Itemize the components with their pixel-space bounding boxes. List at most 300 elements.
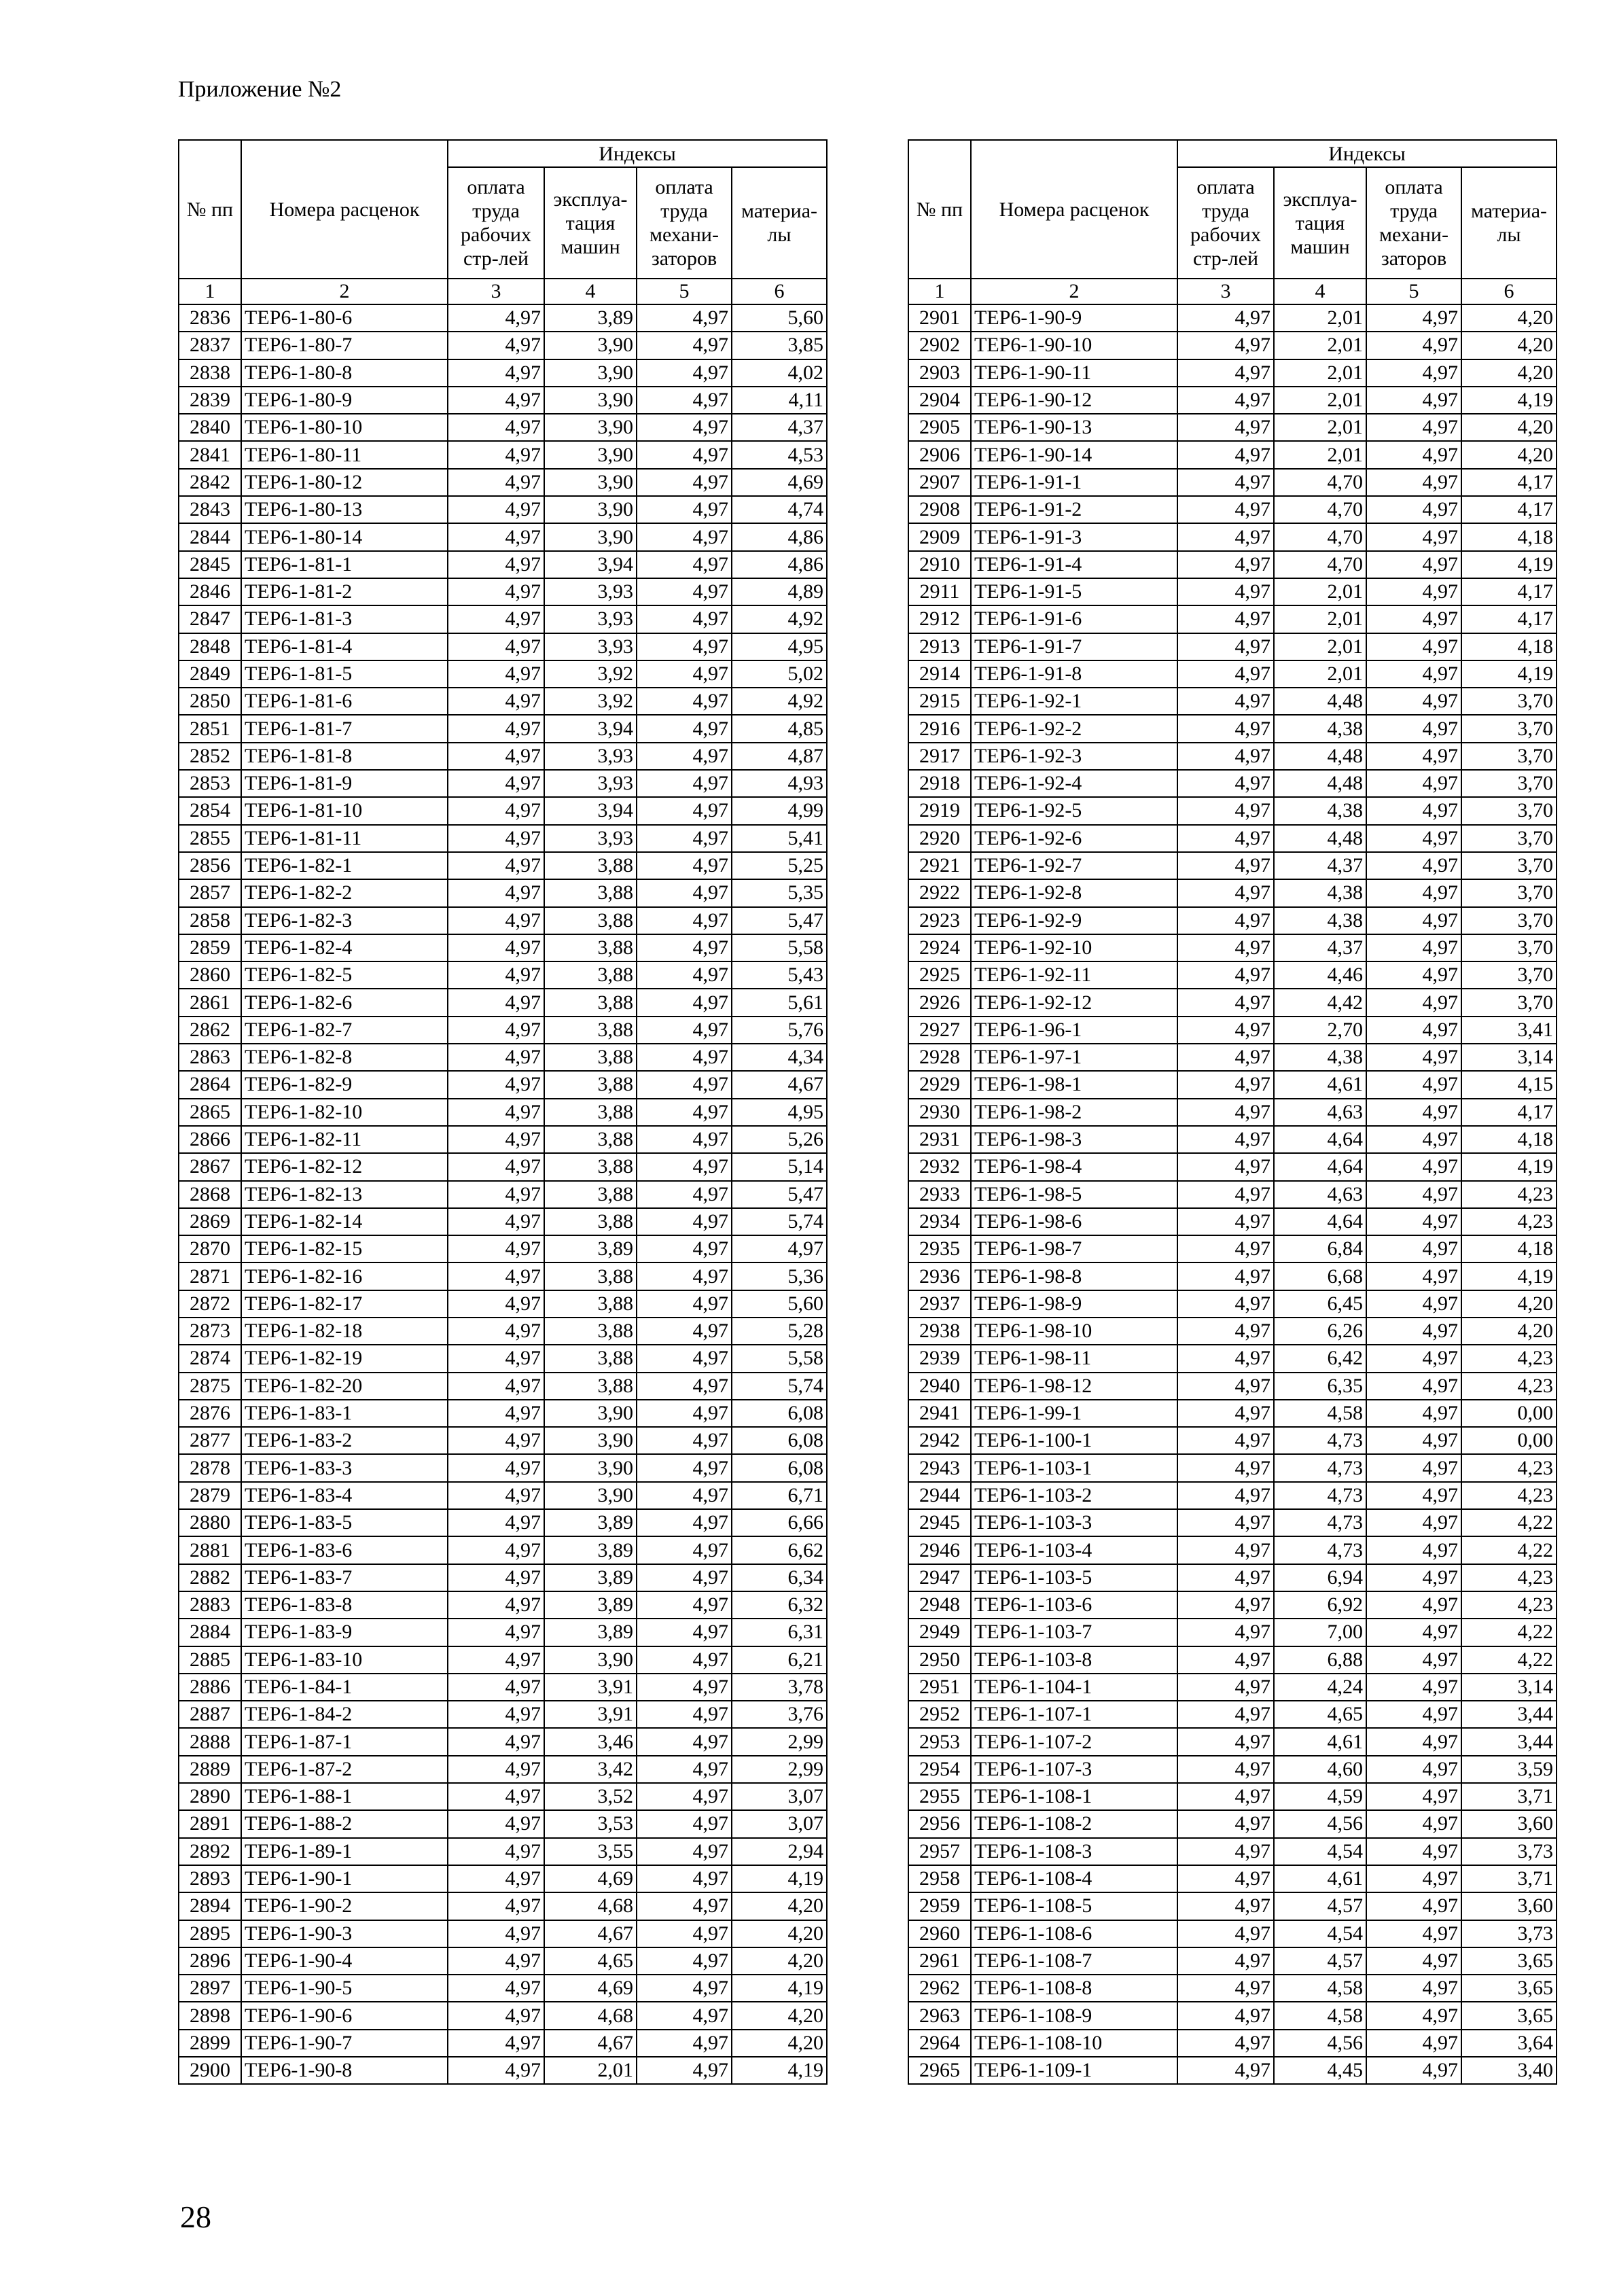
machines-index-cell: 3,93 [544, 825, 637, 852]
operators-index-cell: 4,97 [1366, 1838, 1461, 1865]
machines-index-cell: 3,89 [544, 1536, 637, 1564]
machines-index-cell: 3,94 [544, 797, 637, 824]
row-number-cell: 2836 [179, 304, 241, 332]
table-row [179, 1646, 827, 1674]
materials-index-cell: 3,71 [1461, 1865, 1557, 1892]
labor-index-cell: 4,97 [448, 1619, 544, 1646]
machines-index-cell: 4,67 [544, 2030, 637, 2057]
row-number-cell: 2907 [908, 469, 971, 496]
row-number-cell: 2889 [179, 1756, 241, 1783]
operators-index-cell: 4,97 [637, 633, 732, 660]
row-number-cell: 2960 [908, 1920, 971, 1947]
row-number-cell: 2863 [179, 1044, 241, 1071]
rate-code-cell: ТЕР6-1-92-2 [971, 715, 1177, 742]
materials-index-cell: 3,65 [1461, 1947, 1557, 1975]
labor-index-cell: 4,97 [1177, 2057, 1274, 2084]
rate-code-cell: ТЕР6-1-83-8 [241, 1591, 448, 1619]
labor-index-cell: 4,97 [448, 1400, 544, 1427]
machines-index-cell: 3,89 [544, 304, 637, 332]
operators-index-cell: 4,97 [1366, 1810, 1461, 1837]
operators-index-cell: 4,97 [637, 359, 732, 387]
operators-index-cell: 4,97 [637, 961, 732, 989]
table-row [908, 523, 1557, 550]
row-number-cell: 2845 [179, 551, 241, 578]
materials-index-cell: 4,19 [732, 1865, 827, 1892]
rate-code-cell: ТЕР6-1-98-3 [971, 1126, 1177, 1153]
table-row [908, 1235, 1557, 1262]
materials-index-cell: 6,34 [732, 1564, 827, 1591]
materials-index-cell: 4,87 [732, 743, 827, 770]
row-number-cell: 2881 [179, 1536, 241, 1564]
rate-code-cell: ТЕР6-1-83-4 [241, 1482, 448, 1509]
labor-index-cell: 4,97 [448, 715, 544, 742]
materials-index-cell: 0,00 [1461, 1400, 1557, 1427]
materials-index-cell: 0,00 [1461, 1427, 1557, 1454]
materials-index-cell: 4,20 [732, 2002, 827, 2029]
row-number-cell: 2943 [908, 1454, 971, 1481]
operators-index-cell: 4,97 [1366, 743, 1461, 770]
rate-code-cell: ТЕР6-1-98-6 [971, 1208, 1177, 1235]
labor-index-cell: 4,97 [448, 2030, 544, 2057]
rate-code-cell: ТЕР6-1-83-3 [241, 1454, 448, 1481]
row-number-cell: 2872 [179, 1290, 241, 1318]
machines-index-cell: 3,88 [544, 1099, 637, 1126]
materials-index-cell: 4,17 [1461, 605, 1557, 633]
header-col-machines: эксплуа-тация машин [544, 167, 637, 279]
materials-index-cell: 3,44 [1461, 1728, 1557, 1755]
rate-code-cell: ТЕР6-1-92-12 [971, 989, 1177, 1016]
header-num: 4 [1274, 279, 1366, 304]
materials-index-cell: 5,61 [732, 989, 827, 1016]
labor-index-cell: 4,97 [448, 551, 544, 578]
machines-index-cell: 3,90 [544, 469, 637, 496]
machines-index-cell: 3,88 [544, 961, 637, 989]
row-number-cell: 2924 [908, 934, 971, 961]
machines-index-cell: 3,88 [544, 1126, 637, 1153]
table-row [908, 1454, 1557, 1481]
labor-index-cell: 4,97 [1177, 743, 1274, 770]
row-number-cell: 2860 [179, 961, 241, 989]
rate-code-cell: ТЕР6-1-108-1 [971, 1783, 1177, 1810]
machines-index-cell: 3,42 [544, 1756, 637, 1783]
materials-index-cell: 3,73 [1461, 1838, 1557, 1865]
materials-index-cell: 3,71 [1461, 1783, 1557, 1810]
labor-index-cell: 4,97 [1177, 1345, 1274, 1372]
table-row [908, 1810, 1557, 1837]
row-number-cell: 2952 [908, 1701, 971, 1728]
machines-index-cell: 4,73 [1274, 1536, 1366, 1564]
operators-index-cell: 4,97 [637, 1920, 732, 1947]
materials-index-cell: 4,22 [1461, 1509, 1557, 1536]
materials-index-cell: 3,70 [1461, 989, 1557, 1016]
machines-index-cell: 3,52 [544, 1783, 637, 1810]
row-number-cell: 2915 [908, 688, 971, 715]
labor-index-cell: 4,97 [448, 496, 544, 523]
rate-code-cell: ТЕР6-1-92-10 [971, 934, 1177, 961]
operators-index-cell: 4,97 [1366, 1482, 1461, 1509]
operators-index-cell: 4,97 [637, 1810, 732, 1837]
labor-index-cell: 4,97 [1177, 907, 1274, 934]
labor-index-cell: 4,97 [448, 961, 544, 989]
machines-index-cell: 3,46 [544, 1728, 637, 1755]
row-number-cell: 2958 [908, 1865, 971, 1892]
machines-index-cell: 3,88 [544, 1318, 637, 1345]
operators-index-cell: 4,97 [1366, 852, 1461, 879]
row-number-cell: 2864 [179, 1071, 241, 1098]
header-col-operators: оплата труда механи-заторов [637, 167, 732, 279]
rate-code-cell: ТЕР6-1-108-7 [971, 1947, 1177, 1975]
labor-index-cell: 4,97 [448, 1126, 544, 1153]
table-row [908, 1865, 1557, 1892]
header-num: 1 [179, 279, 241, 304]
labor-index-cell: 4,97 [1177, 1126, 1274, 1153]
machines-index-cell: 3,93 [544, 770, 637, 797]
materials-index-cell: 4,86 [732, 551, 827, 578]
labor-index-cell: 4,97 [1177, 1017, 1274, 1044]
operators-index-cell: 4,97 [1366, 1373, 1461, 1400]
operators-index-cell: 4,97 [637, 387, 732, 414]
row-number-cell: 2847 [179, 605, 241, 633]
row-number-cell: 2918 [908, 770, 971, 797]
row-number-cell: 2840 [179, 414, 241, 441]
operators-index-cell: 4,97 [1366, 1454, 1461, 1481]
table-row [179, 1591, 827, 1619]
operators-index-cell: 4,97 [637, 1838, 732, 1865]
row-number-cell: 2853 [179, 770, 241, 797]
labor-index-cell: 4,97 [448, 1756, 544, 1783]
materials-index-cell: 3,70 [1461, 852, 1557, 879]
operators-index-cell: 4,97 [1366, 387, 1461, 414]
operators-index-cell: 4,97 [1366, 1290, 1461, 1318]
table-row [179, 1509, 827, 1536]
labor-index-cell: 4,97 [448, 633, 544, 660]
machines-index-cell: 4,61 [1274, 1728, 1366, 1755]
materials-index-cell: 3,07 [732, 1810, 827, 1837]
labor-index-cell: 4,97 [448, 907, 544, 934]
row-number-cell: 2877 [179, 1427, 241, 1454]
labor-index-cell: 4,97 [1177, 1482, 1274, 1509]
rate-code-cell: ТЕР6-1-82-19 [241, 1345, 448, 1372]
machines-index-cell: 3,88 [544, 1262, 637, 1290]
machines-index-cell: 6,68 [1274, 1262, 1366, 1290]
operators-index-cell: 4,97 [1366, 359, 1461, 387]
machines-index-cell: 4,46 [1274, 961, 1366, 989]
row-number-cell: 2947 [908, 1564, 971, 1591]
rate-code-cell: ТЕР6-1-98-2 [971, 1099, 1177, 1126]
materials-index-cell: 3,14 [1461, 1044, 1557, 1071]
labor-index-cell: 4,97 [448, 1044, 544, 1071]
rate-code-cell: ТЕР6-1-82-11 [241, 1126, 448, 1153]
materials-index-cell: 5,74 [732, 1373, 827, 1400]
header-num: 6 [1461, 279, 1557, 304]
rate-code-cell: ТЕР6-1-98-8 [971, 1262, 1177, 1290]
rate-code-cell: ТЕР6-1-90-12 [971, 387, 1177, 414]
materials-index-cell: 4,20 [1461, 414, 1557, 441]
row-number-cell: 2917 [908, 743, 971, 770]
machines-index-cell: 4,38 [1274, 879, 1366, 906]
operators-index-cell: 4,97 [637, 1701, 732, 1728]
labor-index-cell: 4,97 [1177, 1262, 1274, 1290]
materials-index-cell: 5,58 [732, 934, 827, 961]
row-number-cell: 2946 [908, 1536, 971, 1564]
rate-code-cell: ТЕР6-1-92-3 [971, 743, 1177, 770]
machines-index-cell: 4,54 [1274, 1838, 1366, 1865]
operators-index-cell: 4,97 [1366, 907, 1461, 934]
row-number-cell: 2909 [908, 523, 971, 550]
labor-index-cell: 4,97 [448, 1454, 544, 1481]
row-number-cell: 2873 [179, 1318, 241, 1345]
table-row [908, 1482, 1557, 1509]
labor-index-cell: 4,97 [1177, 1756, 1274, 1783]
row-number-cell: 2855 [179, 825, 241, 852]
materials-index-cell: 4,34 [732, 1044, 827, 1071]
operators-index-cell: 4,97 [1366, 1975, 1461, 2002]
operators-index-cell: 4,97 [637, 1728, 732, 1755]
materials-index-cell: 4,20 [1461, 304, 1557, 332]
row-number-cell: 2954 [908, 1756, 971, 1783]
materials-index-cell: 4,19 [1461, 1262, 1557, 1290]
rate-code-cell: ТЕР6-1-98-9 [971, 1290, 1177, 1318]
operators-index-cell: 4,97 [1366, 523, 1461, 550]
operators-index-cell: 4,97 [637, 2002, 732, 2029]
rate-code-cell: ТЕР6-1-81-3 [241, 605, 448, 633]
machines-index-cell: 3,55 [544, 1838, 637, 1865]
materials-index-cell: 3,70 [1461, 907, 1557, 934]
table-row [908, 770, 1557, 797]
materials-index-cell: 2,99 [732, 1728, 827, 1755]
labor-index-cell: 4,97 [1177, 1181, 1274, 1208]
table-row [908, 1126, 1557, 1153]
table-row [908, 715, 1557, 742]
machines-index-cell: 2,01 [1274, 578, 1366, 605]
materials-index-cell: 3,40 [1461, 2057, 1557, 2084]
labor-index-cell: 4,97 [1177, 852, 1274, 879]
materials-index-cell: 2,99 [732, 1756, 827, 1783]
operators-index-cell: 4,97 [1366, 1017, 1461, 1044]
labor-index-cell: 4,97 [448, 1564, 544, 1591]
operators-index-cell: 4,97 [637, 304, 732, 332]
materials-index-cell: 4,89 [732, 578, 827, 605]
table-row [908, 879, 1557, 906]
operators-index-cell: 4,97 [1366, 332, 1461, 359]
rate-code-cell: ТЕР6-1-108-5 [971, 1892, 1177, 1920]
table-row [908, 907, 1557, 934]
table-row [179, 1838, 827, 1865]
machines-index-cell: 4,64 [1274, 1126, 1366, 1153]
table-row [179, 1427, 827, 1454]
labor-index-cell: 4,97 [448, 304, 544, 332]
machines-index-cell: 4,60 [1274, 1756, 1366, 1783]
rate-code-cell: ТЕР6-1-91-6 [971, 605, 1177, 633]
machines-index-cell: 3,94 [544, 551, 637, 578]
header-num: 6 [732, 279, 827, 304]
row-number-cell: 2874 [179, 1345, 241, 1372]
materials-index-cell: 4,15 [1461, 1071, 1557, 1098]
rate-code-cell: ТЕР6-1-98-1 [971, 1071, 1177, 1098]
machines-index-cell: 2,01 [1274, 332, 1366, 359]
row-number-cell: 2862 [179, 1017, 241, 1044]
operators-index-cell: 4,97 [1366, 1208, 1461, 1235]
machines-index-cell: 4,64 [1274, 1153, 1366, 1180]
row-number-cell: 2925 [908, 961, 971, 989]
operators-index-cell: 4,97 [637, 414, 732, 441]
operators-index-cell: 4,97 [1366, 551, 1461, 578]
row-number-cell: 2941 [908, 1400, 971, 1427]
materials-index-cell: 3,70 [1461, 688, 1557, 715]
row-number-cell: 2884 [179, 1619, 241, 1646]
rate-code-cell: ТЕР6-1-81-9 [241, 770, 448, 797]
materials-index-cell: 3,85 [732, 332, 827, 359]
operators-index-cell: 4,97 [1366, 1865, 1461, 1892]
materials-index-cell: 4,20 [1461, 332, 1557, 359]
machines-index-cell: 3,90 [544, 1400, 637, 1427]
header-col-labor: оплата труда рабочих стр-лей [448, 167, 544, 279]
operators-index-cell: 4,97 [1366, 879, 1461, 906]
table-row [179, 2002, 827, 2029]
table-row [179, 496, 827, 523]
materials-index-cell: 4,18 [1461, 1126, 1557, 1153]
rate-code-cell: ТЕР6-1-81-8 [241, 743, 448, 770]
table-row [908, 1318, 1557, 1345]
rate-code-cell: ТЕР6-1-81-2 [241, 578, 448, 605]
table-row [179, 1208, 827, 1235]
table-row [179, 469, 827, 496]
rate-code-cell: ТЕР6-1-108-10 [971, 2030, 1177, 2057]
row-number-cell: 2934 [908, 1208, 971, 1235]
labor-index-cell: 4,97 [1177, 660, 1274, 688]
operators-index-cell: 4,97 [637, 1400, 732, 1427]
table-row [908, 1947, 1557, 1975]
rate-code-cell: ТЕР6-1-96-1 [971, 1017, 1177, 1044]
materials-index-cell: 4,23 [1461, 1591, 1557, 1619]
rate-code-cell: ТЕР6-1-92-5 [971, 797, 1177, 824]
row-number-cell: 2950 [908, 1646, 971, 1674]
materials-index-cell: 5,26 [732, 1126, 827, 1153]
header-num: 1 [908, 279, 971, 304]
machines-index-cell: 3,90 [544, 414, 637, 441]
materials-index-cell: 6,08 [732, 1454, 827, 1481]
operators-index-cell: 4,97 [1366, 961, 1461, 989]
row-number-cell: 2965 [908, 2057, 971, 2084]
materials-index-cell: 4,67 [732, 1071, 827, 1098]
machines-index-cell: 4,70 [1274, 523, 1366, 550]
index-table-right [908, 139, 1557, 2085]
operators-index-cell: 4,97 [1366, 414, 1461, 441]
machines-index-cell: 4,70 [1274, 469, 1366, 496]
rate-code-cell: ТЕР6-1-88-2 [241, 1810, 448, 1837]
materials-index-cell: 6,71 [732, 1482, 827, 1509]
operators-index-cell: 4,97 [1366, 2057, 1461, 2084]
labor-index-cell: 4,97 [448, 1099, 544, 1126]
labor-index-cell: 4,97 [1177, 1208, 1274, 1235]
table-row [179, 660, 827, 688]
header-col-labor: оплата труда рабочих стр-лей [1177, 167, 1274, 279]
labor-index-cell: 4,97 [448, 1701, 544, 1728]
row-number-cell: 2852 [179, 743, 241, 770]
table-row [908, 1646, 1557, 1674]
rate-code-cell: ТЕР6-1-90-6 [241, 2002, 448, 2029]
materials-index-cell: 4,19 [732, 2057, 827, 2084]
materials-index-cell: 4,22 [1461, 1646, 1557, 1674]
labor-index-cell: 4,97 [448, 770, 544, 797]
materials-index-cell: 4,20 [732, 1947, 827, 1975]
operators-index-cell: 4,97 [637, 1865, 732, 1892]
table-row [179, 2057, 827, 2084]
machines-index-cell: 3,90 [544, 496, 637, 523]
rate-code-cell: ТЕР6-1-80-11 [241, 441, 448, 468]
header-col-code: Номера расценок [971, 140, 1177, 279]
operators-index-cell: 4,97 [637, 1017, 732, 1044]
operators-index-cell: 4,97 [1366, 688, 1461, 715]
labor-index-cell: 4,97 [1177, 1865, 1274, 1892]
table-row [179, 989, 827, 1016]
row-number-cell: 2931 [908, 1126, 971, 1153]
rate-code-cell: ТЕР6-1-103-4 [971, 1536, 1177, 1564]
machines-index-cell: 4,63 [1274, 1099, 1366, 1126]
rate-code-cell: ТЕР6-1-82-7 [241, 1017, 448, 1044]
labor-index-cell: 4,97 [448, 1235, 544, 1262]
materials-index-cell: 4,93 [732, 770, 827, 797]
table-row [179, 1728, 827, 1755]
machines-index-cell: 4,48 [1274, 688, 1366, 715]
row-number-cell: 2858 [179, 907, 241, 934]
rate-code-cell: ТЕР6-1-92-8 [971, 879, 1177, 906]
header-col-materials: материа-лы [1461, 167, 1557, 279]
materials-index-cell: 3,41 [1461, 1017, 1557, 1044]
materials-index-cell: 5,74 [732, 1208, 827, 1235]
row-number-cell: 2951 [908, 1674, 971, 1701]
table-row [179, 1044, 827, 1071]
materials-index-cell: 4,69 [732, 469, 827, 496]
labor-index-cell: 4,97 [1177, 523, 1274, 550]
labor-index-cell: 4,97 [448, 1153, 544, 1180]
operators-index-cell: 4,97 [637, 551, 732, 578]
row-number-cell: 2911 [908, 578, 971, 605]
row-number-cell: 2921 [908, 852, 971, 879]
table-row [908, 1153, 1557, 1180]
labor-index-cell: 4,97 [448, 469, 544, 496]
operators-index-cell: 4,97 [1366, 1400, 1461, 1427]
labor-index-cell: 4,97 [448, 2002, 544, 2029]
machines-index-cell: 4,54 [1274, 1920, 1366, 1947]
table-row [908, 1208, 1557, 1235]
rate-code-cell: ТЕР6-1-80-6 [241, 304, 448, 332]
materials-index-cell: 5,41 [732, 825, 827, 852]
labor-index-cell: 4,97 [1177, 551, 1274, 578]
labor-index-cell: 4,97 [448, 578, 544, 605]
labor-index-cell: 4,97 [1177, 1400, 1274, 1427]
materials-index-cell: 4,19 [1461, 660, 1557, 688]
operators-index-cell: 4,97 [637, 1427, 732, 1454]
labor-index-cell: 4,97 [448, 879, 544, 906]
operators-index-cell: 4,97 [637, 1947, 732, 1975]
row-number-cell: 2927 [908, 1017, 971, 1044]
table-row [179, 551, 827, 578]
rate-code-cell: ТЕР6-1-90-5 [241, 1975, 448, 2002]
header-num: 5 [1366, 279, 1461, 304]
table-row [908, 743, 1557, 770]
machines-index-cell: 4,37 [1274, 852, 1366, 879]
operators-index-cell: 4,97 [1366, 1892, 1461, 1920]
labor-index-cell: 4,97 [448, 332, 544, 359]
machines-index-cell: 4,57 [1274, 1947, 1366, 1975]
labor-index-cell: 4,97 [1177, 1892, 1274, 1920]
row-number-cell: 2838 [179, 359, 241, 387]
labor-index-cell: 4,97 [448, 1674, 544, 1701]
rate-code-cell: ТЕР6-1-84-1 [241, 1674, 448, 1701]
table-row [179, 907, 827, 934]
machines-index-cell: 4,61 [1274, 1071, 1366, 1098]
